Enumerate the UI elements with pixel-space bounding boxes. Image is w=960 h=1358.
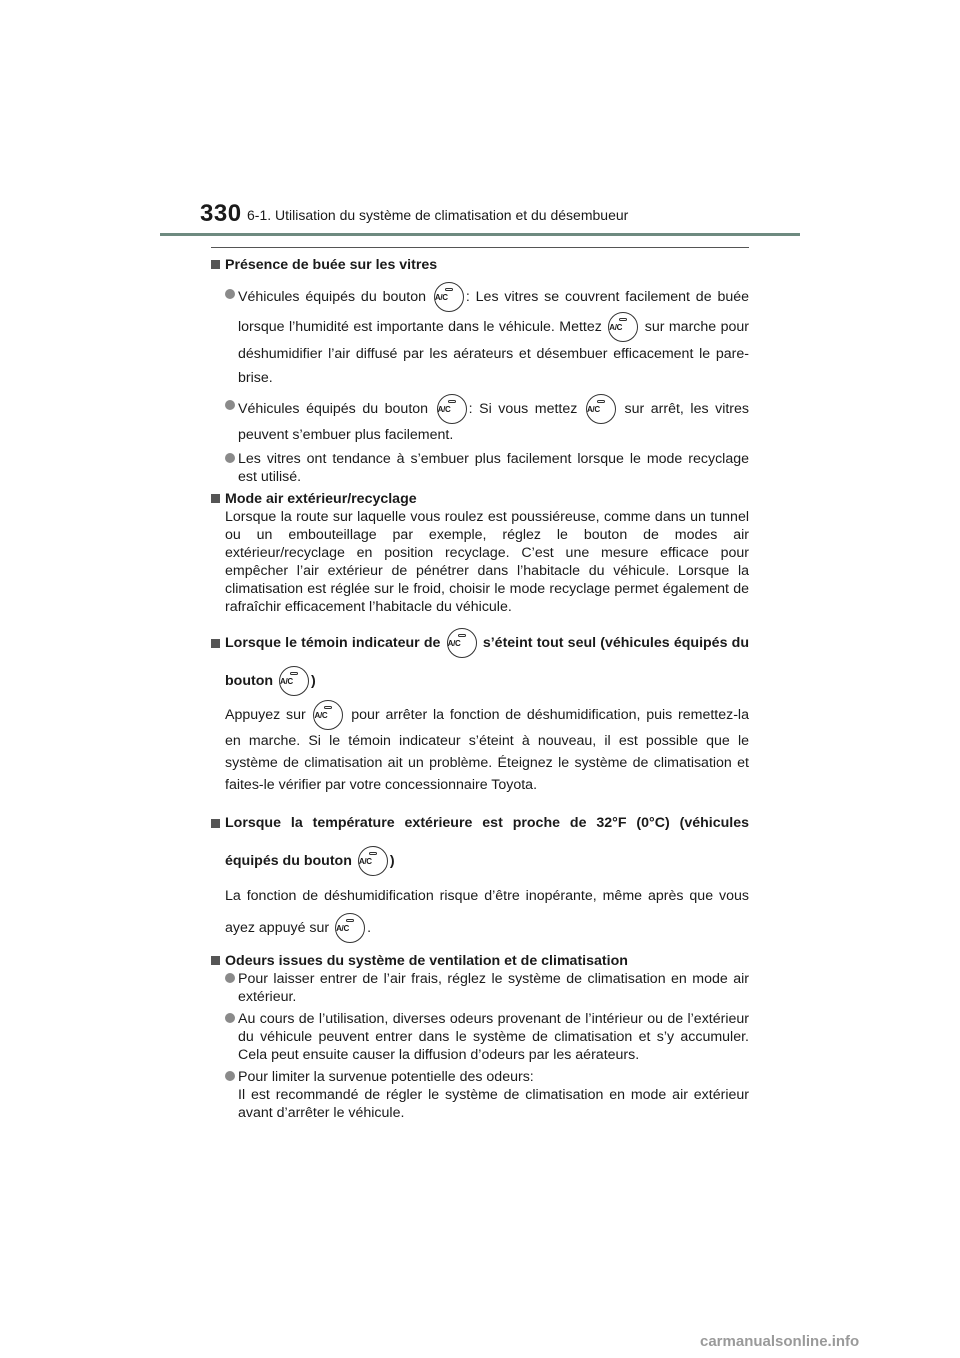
square-bullet-icon [211,639,220,648]
ac-button-icon: A/C [437,394,467,424]
square-bullet-icon [211,956,220,965]
header-rule [160,233,800,236]
bullet-item: Véhicules équipés du bouton A/C : Les vitres se couvrent facilement de buée lorsque l’humidité est importante dans le véhicule. Mettez A/C sur marche pour déshumidifier l’air diffusé par les aérateurs et désembuer efficacement le pare-brise. [211,282,749,390]
square-bullet-icon [211,819,220,828]
bullet-item: Pour laisser entrer de l’air frais, réglez le système de climatisation en mode air extérieur. [211,970,749,1006]
section-paragraph: La fonction de déshumidification risque d’être inopérante, même après que vous ayez appuyé sur A/C . [211,880,749,944]
section-air-mode [211,490,749,616]
ac-button-icon: A/C [586,394,616,424]
square-bullet-icon [211,260,220,269]
square-bullet-icon [211,494,220,503]
section-heading: Lorsque le témoin indicateur de A/C s’éteint tout seul (véhicules équipés du bouton A/C ) [211,624,749,700]
section-indicator-off [211,624,749,796]
bullet-dot-icon [225,973,235,983]
section-low-temperature [211,804,749,944]
bullet-item: Pour limiter la survenue potentielle des odeurs: Il est recommandé de régler le système de climatisation en mode air extérieur avant d’arrêter le véhicule. [211,1068,749,1122]
section-paragraph: Appuyez sur A/C pour arrêter la fonction de déshumidification, puis remettez-la en marche. Si le témoin indicateur s’éteint à nouveau, il est possible que le système de climatisation ait un problème. Éteignez le système de climatisation et faites-le vérifier par votre concessionnaire Toyota. [211,700,749,796]
ac-button-icon: A/C [447,628,477,658]
section-heading: Présence de buée sur les vitres [211,256,749,274]
bullet-dot-icon [225,453,235,463]
page-number: 330 [200,200,242,227]
section-odors [211,952,749,1122]
ac-button-icon: A/C [335,913,365,943]
bullet-item: Véhicules équipés du bouton A/C : Si vous mettez A/C sur arrêt, les vitres peuvent s’embuer plus facilement. [211,394,749,446]
bullet-dot-icon [225,289,235,299]
bullet-item: Les vitres ont tendance à s’embuer plus facilement lorsque le mode recyclage est utilisé. [211,450,749,486]
page-content [211,256,749,1122]
ac-button-icon: A/C [279,666,309,696]
ac-button-icon: A/C [313,700,343,730]
section-title: 6-1. Utilisation du système de climatisation et du désembueur [247,207,629,223]
section-heading: Lorsque la température extérieure est proche de 32°F (0°C) (véhicules équipés du bouton A/C ) [211,804,749,880]
section-heading: Odeurs issues du système de ventilation et de climatisation [211,952,749,970]
bullet-dot-icon [225,1071,235,1081]
section-paragraph: Lorsque la route sur laquelle vous roulez est poussiéreuse, comme dans un tunnel ou un embouteillage par exemple, réglez le bouton de modes air extérieur/recyclage en position recyclage. C’est une mesure efficace pour empêcher l’air extérieur de pénétrer dans l’habitacle du véhicule. Lorsque la climatisation est réglée sur le froid, choisir le mode recyclage permet également de rafraîchir efficacement l’habitacle du véhicule. [225,509,749,615]
page-header [0,0,960,240]
section-heading: Mode air extérieur/recyclage [211,490,749,508]
content-rule [211,247,749,248]
ac-button-icon: A/C [358,846,388,876]
ac-button-icon: A/C [608,312,638,342]
bullet-item: Au cours de l’utilisation, diverses odeurs provenant de l’intérieur ou de l’extérieur du véhicule peuvent entrer dans le système de climatisation et s’y accumuler. Cela peut ensuite causer la diffusion d’odeurs par les aérateurs. [211,1010,749,1064]
section-fogged-windows [211,256,749,486]
watermark: carmanualsonline.info [700,1333,860,1350]
bullet-dot-icon [225,1013,235,1023]
ac-button-icon: A/C [434,282,464,312]
bullet-dot-icon [225,400,235,410]
